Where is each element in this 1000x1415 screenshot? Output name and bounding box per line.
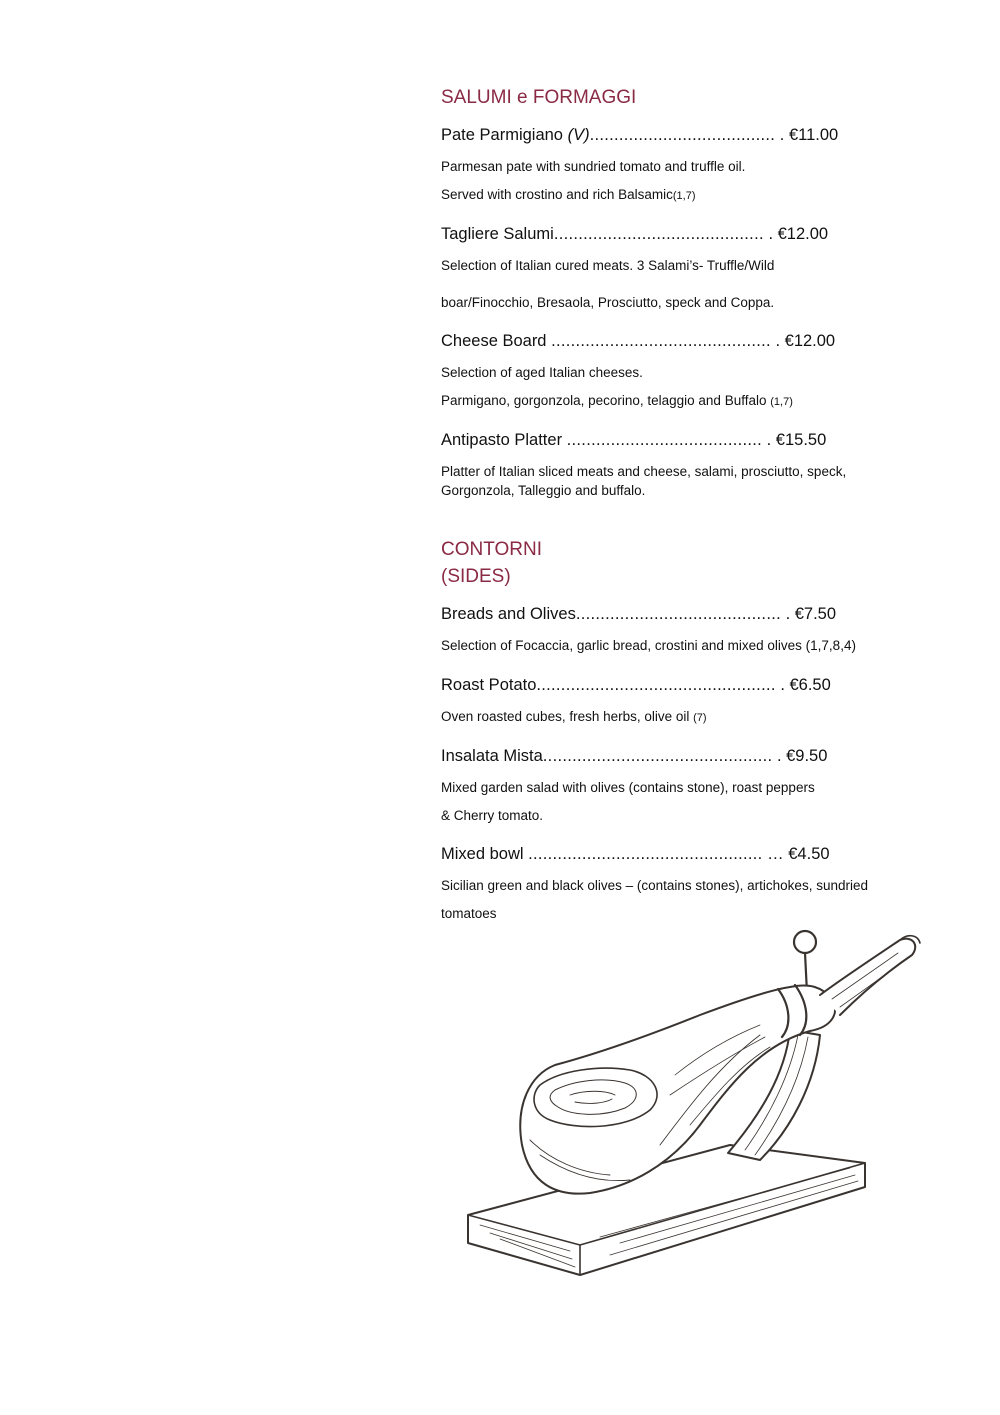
- item-description: boar/Finocchio, Bresaola, Prosciutto, speck and Coppa.: [441, 295, 775, 310]
- jamon-on-stand-sketch-icon: [460, 925, 930, 1285]
- item-name: Tagliere Salumi: [441, 225, 554, 243]
- item-name: Pate Parmigiano: [441, 126, 568, 144]
- item-price: . €15.50: [766, 431, 827, 449]
- leader-dots: ......................................: [589, 126, 776, 144]
- section-subtitle-sides: (SIDES): [441, 566, 511, 587]
- menu-item-cheese-board: [441, 330, 835, 352]
- leader-dots: .................................................: [536, 676, 776, 694]
- menu-item-insalata-mista: [441, 745, 827, 767]
- item-name: Mixed bowl: [441, 845, 529, 863]
- item-price: . €11.00: [779, 126, 839, 144]
- menu-item-breads-and-olives: [441, 603, 836, 625]
- item-name: Antipasto Platter: [441, 431, 567, 449]
- menu-item-roast-potato: [441, 674, 831, 696]
- leader-dots: ........................................: [566, 431, 763, 449]
- item-price: … €4.50: [767, 845, 830, 863]
- item-name: Insalata Mista: [441, 747, 543, 765]
- item-description: Mixed garden salad with olives (contains stone), roast peppers: [441, 780, 815, 795]
- item-description: Selection of Focaccia, garlic bread, crostini and mixed olives (1,7,8,4): [441, 638, 856, 653]
- item-description: tomatoes: [441, 906, 497, 921]
- item-price: . €6.50: [780, 676, 831, 694]
- allergen-codes: (1,7): [672, 190, 696, 202]
- section-title-contorni: CONTORNI: [441, 539, 542, 560]
- item-description: Sicilian green and black olives – (contains stones), artichokes, sundried: [441, 878, 868, 893]
- item-description: Served with crostino and rich Balsamic(1,7): [441, 187, 696, 202]
- item-name: Breads and Olives: [441, 605, 576, 623]
- leader-dots: ...........................................: [553, 225, 764, 243]
- item-price: . €9.50: [776, 747, 828, 765]
- allergen-codes: (1,7): [770, 396, 793, 408]
- menu-item-mixed-bowl: [441, 843, 830, 865]
- item-price: . €12.00: [775, 332, 836, 350]
- leader-dots: .............................................: [551, 332, 771, 350]
- leader-dots: ...............................................: [542, 747, 773, 765]
- item-description: Oven roasted cubes, fresh herbs, olive oil (7): [441, 709, 707, 724]
- item-price: . €7.50: [785, 605, 837, 623]
- menu-item-pate-parmigiano: [441, 124, 838, 146]
- allergen-codes: (7): [693, 712, 707, 724]
- item-price: . €12.00: [768, 225, 829, 243]
- item-description: Gorgonzola, Talleggio and buffalo.: [441, 483, 646, 498]
- leader-dots: ................................................: [528, 845, 763, 863]
- item-description: Parmigano, gorgonzola, pecorino, telaggio and Buffalo (1,7): [441, 393, 793, 408]
- item-name: Cheese Board: [441, 332, 552, 350]
- item-description: Selection of Italian cured meats. 3 Salami’s- Truffle/Wild: [441, 258, 775, 273]
- item-description: Parmesan pate with sundried tomato and truffle oil.: [441, 159, 746, 174]
- item-description: & Cherry tomato.: [441, 808, 544, 823]
- section-title-salumi: SALUMI e FORMAGGI: [441, 87, 637, 108]
- vegetarian-tag: (V): [567, 126, 590, 144]
- menu-item-tagliere-salumi: [441, 223, 828, 245]
- menu-item-antipasto-platter: [441, 429, 826, 451]
- item-name: Roast Potato: [441, 676, 537, 694]
- leader-dots: ..........................................: [575, 605, 781, 623]
- item-description: Selection of aged Italian cheeses.: [441, 365, 643, 380]
- item-description: Platter of Italian sliced meats and cheese, salami, prosciutto, speck,: [441, 464, 847, 479]
